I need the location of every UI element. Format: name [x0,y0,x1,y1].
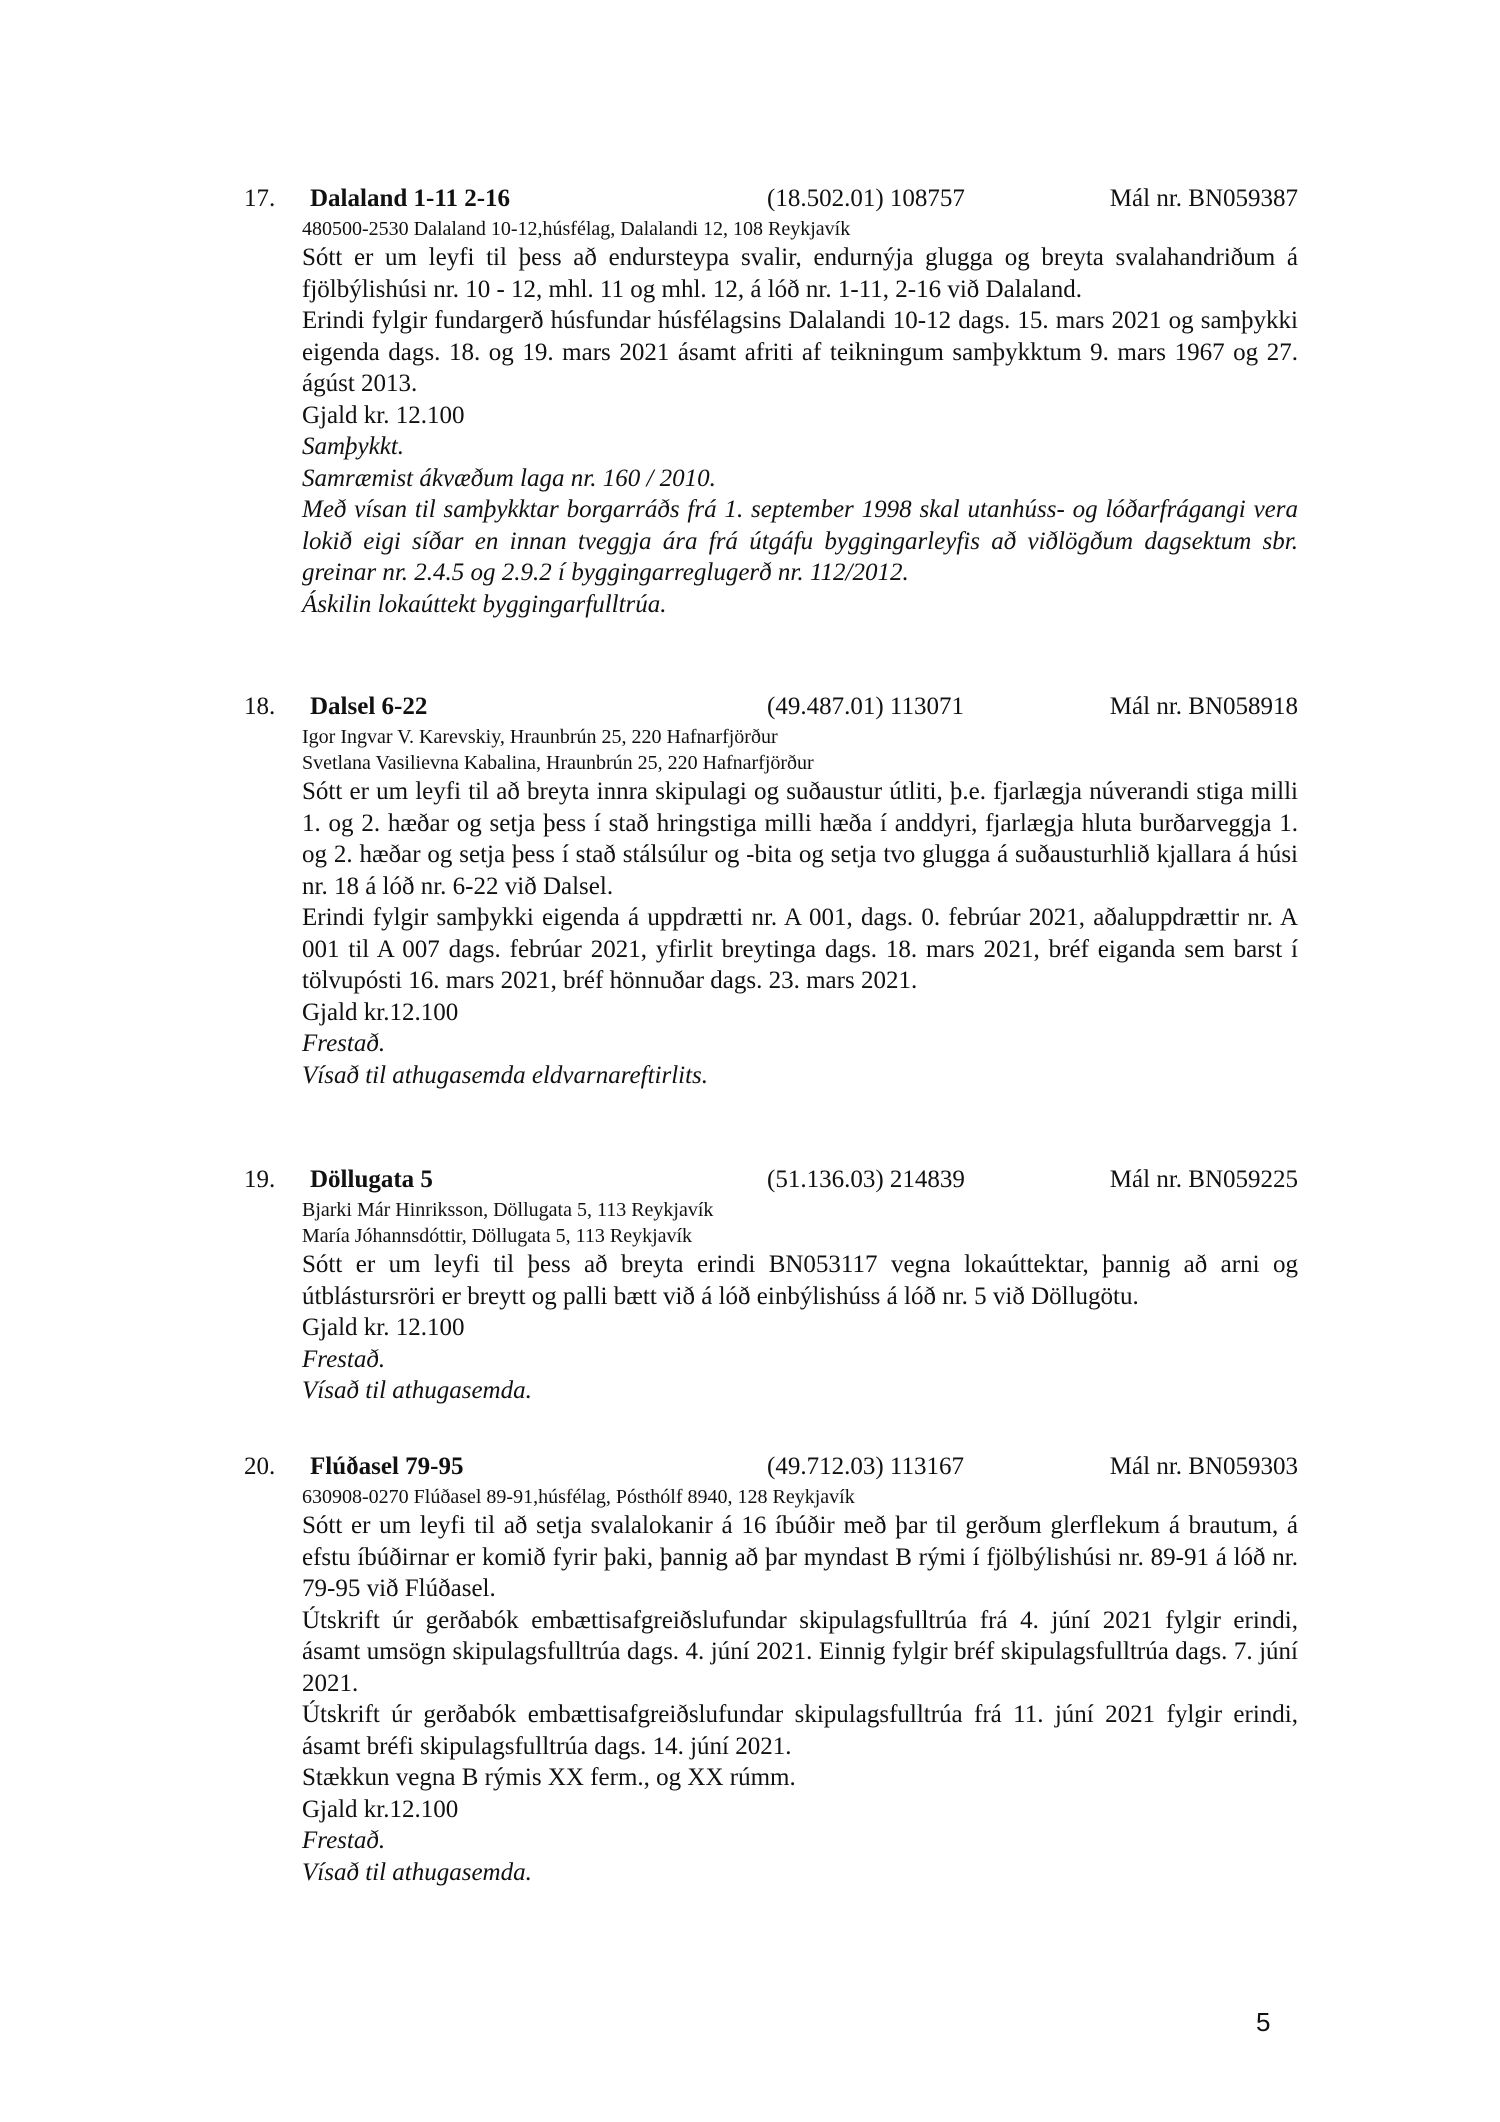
case-number: Mál nr. BN059387 [1109,185,1298,212]
entry-number: 20. [244,1453,276,1480]
applicant: Bjarki Már Hinriksson, Döllugata 5, 113 Reykjavík [302,1199,714,1221]
entry-body [302,724,1298,1091]
page-number: 5 [1256,2007,1271,2037]
fee: Gjald kr.12.100 [302,998,459,1026]
entry-header [244,182,1298,216]
decision-note: Vísað til athugasemda. [302,1377,532,1404]
applicant: 480500-2530 Dalaland 10-12,húsfélag, Dalalandi 12, 108 Reykjavík [302,218,851,240]
description: Sótt er um leyfi til að setja svalalokanir á 16 íbúðir með þar til gerðum glerflekum á brautum, á efstu íbúðirnar er komið fyrir þaki, þannig að þar myndast B rými í fjölbýlishúsi nr. 89-91 á lóð nr. 79-95 við Flúðasel. [302,1512,1298,1602]
case-entry-20 [244,1450,1298,1888]
decision-note: Vísað til athugasemda. [302,1858,532,1886]
decision: Samþykkt. [302,433,405,460]
fee: Gjald kr. 12.100 [302,1314,465,1341]
entry-body [302,216,1298,620]
entry-header [244,1450,1298,1484]
decision-note: Áskilin lokaúttekt byggingarfulltrúa. [302,590,667,618]
decision-note: Vísað til athugasemda eldvarnareftirlits. [302,1061,709,1089]
property-title: Döllugata 5 [310,1166,433,1193]
entry-header [244,690,1298,724]
entry-number: 17. [244,185,276,212]
entry-number: 18. [244,693,276,720]
attachment-note: Útskrift úr gerðabók embættisafgreiðslufundar skipulagsfulltrúa frá 11. júní 2021 fylgir erindi, ásamt bréfi skipulagsfulltrúa dags. 14. júní 2021. [302,1701,1298,1760]
description: Sótt er um leyfi til þess að endursteypa svalir, endurnýja glugga og breyta svalahandriðum á fjölbýlishúsi nr. 10 - 12, mhl. 11 og mhl. 12, á lóð nr. 1-11, 2-16 við Dalaland. [302,244,1298,303]
case-number: Mál nr. BN059225 [1109,1166,1298,1193]
entry-body [302,1197,1298,1407]
case-entry-19 [244,1163,1298,1407]
decision: Frestað. [302,1827,386,1854]
applicant: Svetlana Vasilievna Kabalina, Hraunbrún 25, 220 Hafnarfjörður [302,752,814,774]
attachment-note: Erindi fylgir fundargerð húsfundar húsfélagsins Dalalandi 10-12 dags. 15. mars 2021 og samþykki eigenda dags. 18. og 19. mars 2021 ásamt afriti af teikningum samþykktum 9. mars 1967 og 27. ágúst 2013. [302,307,1298,397]
fee: Gjald kr.12.100 [302,1795,459,1823]
case-entry-17 [244,182,1298,620]
entry-header [244,1163,1298,1197]
property-title: Flúðasel 79-95 [310,1453,464,1480]
land-reference: (49.487.01) 113071 [767,693,964,720]
applicant: Igor Ingvar V. Karevskiy, Hraunbrún 25, 220 Hafnarfjörður [302,726,778,748]
applicant: María Jóhannsdóttir, Döllugata 5, 113 Reykjavík [302,1225,693,1247]
case-number: Mál nr. BN059303 [1109,1453,1298,1480]
case-number: Mál nr. BN058918 [1109,693,1298,720]
decision: Frestað. [302,1030,386,1057]
applicant: 630908-0270 Flúðasel 89-91,húsfélag, Pósthólf 8940, 128 Reykjavík [302,1486,855,1508]
decision: Frestað. [302,1345,386,1373]
property-title: Dalsel 6-22 [310,693,428,720]
fee: Gjald kr. 12.100 [302,401,465,429]
land-reference: (18.502.01) 108757 [767,185,965,212]
entry-number: 19. [244,1166,276,1193]
entry-body [302,1484,1298,1888]
attachment-note: Útskrift úr gerðabók embættisafgreiðslufundar skipulagsfulltrúa frá 4. júní 2021 fylgir erindi, ásamt umsögn skipulagsfulltrúa dags. 4. júní 2021. Einnig fylgir bréf skipulagsfulltrúa dags. 7. júní 2021. [302,1606,1298,1697]
land-reference: (51.136.03) 214839 [767,1166,965,1193]
decision-note: Samræmist ákvæðum laga nr. 160 / 2010. [302,464,716,492]
land-reference: (49.712.03) 113167 [767,1453,964,1480]
description: Sótt er um leyfi til þess að breyta erindi BN053117 vegna lokaúttektar, þannig að arni og útblástursröri er breytt og palli bætt við á lóð einbýlishúss á lóð nr. 5 við Döllugötu. [302,1251,1298,1310]
case-entry-18 [244,690,1298,1091]
attachment-note: Erindi fylgir samþykki eigenda á uppdrætti nr. A 001, dags. 0. febrúar 2021, aðaluppdrættir nr. A 001 til A 007 dags. febrúar 2021, yfirlit breytinga dags. 18. mars 2021, bréf eiganda sem barst í tölvupósti 16. mars 2021, bréf hönnuðar dags. 23. mars 2021. [302,904,1298,994]
description: Sótt er um leyfi til að breyta innra skipulagi og suðaustur útliti, þ.e. fjarlægja núverandi stiga milli 1. og 2. hæðar og setja þess í stað hringstiga milli hæða í anddyri, fjarlægja hluta burðarveggja 1. og 2. hæðar og setja þess í stað stálsúlur og -bita og setja tvo glugga á suðausturhlið kjallara á húsi nr. 18 á lóð nr. 6-22 við Dalsel. [302,778,1298,900]
property-title: Dalaland 1-11 2-16 [310,185,511,212]
decision-note: Með vísan til samþykktar borgarráðs frá 1. september 1998 skal utanhúss- og lóðarfrágangi vera lokið eigi síðar en innan tveggja ára frá útgáfu byggingarleyfis að viðlögðum dagsektum sbr. greinar nr. 2.4.5 og 2.9.2 í byggingarreglugerð nr. 112/2012. [302,496,1298,586]
attachment-note: Stækkun vegna B rýmis XX ferm., og XX rúmm. [302,1764,796,1791]
